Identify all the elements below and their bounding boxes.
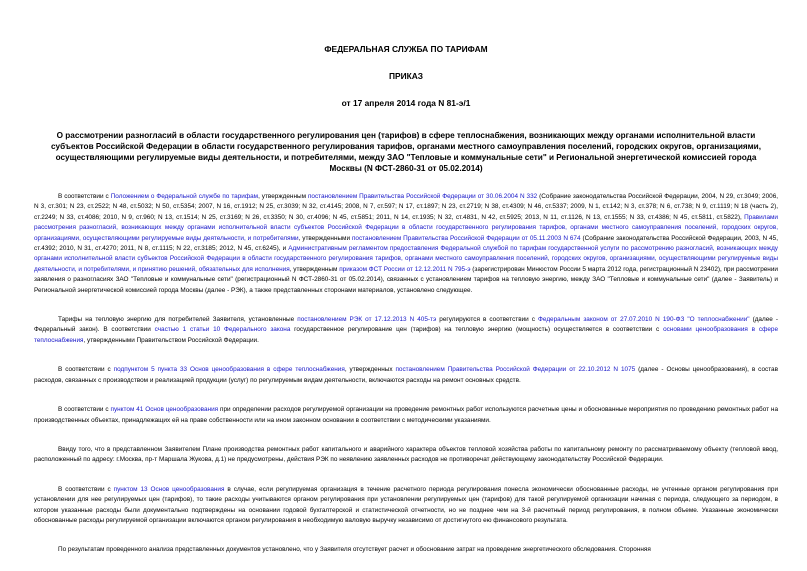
paragraph-text: Тарифы на тепловую энергию для потребителей Заявителя, установленные xyxy=(58,316,298,324)
document-link[interactable]: подпунктом 5 пункта 33 Основ ценообразования в сфере теплоснабжения xyxy=(113,366,345,374)
paragraph-text: , утвержденных xyxy=(344,366,396,374)
paragraph-text: (далее - Федеральный закон). В соответствии xyxy=(34,316,778,334)
paragraph-text: Ввиду того, что в представленном Заявителем Плане производства ремонтных работ капитального и аварийного характера объектов тепловой хозяйства работы по капитальному ремонту по рассматриваемому объекту (тепловой ввод, расположенный по адресу: г.Москва, пр-т Маршала Жукова, д.1) не предусмотрены, действия РЭК по неявлению заявленных расходов не противоречат действующему законодательству Российской Федерации. xyxy=(34,445,778,464)
agency-title: ФЕДЕРАЛЬНАЯ СЛУЖБА ПО ТАРИФАМ xyxy=(324,44,488,54)
document-link[interactable]: пунктом 13 Основ ценообразования xyxy=(113,485,225,493)
document-link[interactable]: постановлением Правительства Российской Федерации от 05.11.2003 N 674 xyxy=(351,234,581,242)
paragraph-text: , утвержденным xyxy=(258,193,308,200)
paragraph-6 xyxy=(34,485,778,527)
paragraph-text: , утвержденными Правительством Российской Федерации. xyxy=(83,336,259,344)
document-link[interactable]: Положением о Федеральной службе по тарифам xyxy=(110,193,259,200)
paragraph-text: В соответствии с xyxy=(58,193,111,200)
document-link[interactable]: Административным регламентом предоставления Федеральной службой по тарифам государственной услуги по рассмотрению разногласий, возникающих между органами исполнительной власти субъектов Российской Федерации в области государственного регулирования тарифов, органами местного самоуправления поселений, городских округов, организациями, осуществляющими регулируемые виды деятельности, и потребителями, и принятию решений, обязательных для исполнения xyxy=(34,245,778,273)
document-link[interactable]: постановлением Правительства Российской Федерации от 22.10.2012 N 1075 xyxy=(395,366,636,374)
paragraph-text: при определении расходов регулируемой организации на проведение ремонтных работ используются расчетные цены и обоснованные мероприятия по проведению ремонтных работ на производственных объектах, принадлежащих ей на праве собственности или на ином законном основании в соответствии с методическими указаниями. xyxy=(34,406,779,424)
document-date-number: от 17 апреля 2014 года N 81-э/1 xyxy=(341,98,471,108)
paragraph-1 xyxy=(34,192,778,296)
paragraph-text: В соответствии с xyxy=(58,485,114,493)
paragraph-3 xyxy=(34,365,778,386)
paragraph-2 xyxy=(34,315,778,346)
document-link[interactable]: счастью 1 статьи 10 Федерального закона xyxy=(154,326,291,334)
paragraph-5 xyxy=(34,445,778,466)
paragraph-text: государственное регулирование цен (тарифов) на тепловую энергию (мощность) осуществляется в соответствии с xyxy=(290,326,664,334)
paragraph-text: (Собрание законодательства Российской Федерации, 2003, N 45, ст.4392; 2010, N 31, ст.4270; 2011, N 8, ст.1115; N 22, ст.3185; 2012, N 45, ст.6245), и xyxy=(34,234,778,253)
paragraph-text: (зарегистрирован Минюстом России 5 марта 2012 года, регистрационный N 23402), при рассмотрении заявления о разногласиях ЗАО "Тепловые и коммунальные сети" (регистрационный N ФСТ-2860-31 от 05.02.2014), связанных с установлением тарифов на тепловую энергию, между ЗАО "Тепловые и коммунальные сети" (далее - Заявитель) и Региональной энергетической комиссией города Москвы (далее - РЭК), а также представленных сторонами материалов, установлено следующее. xyxy=(34,265,778,294)
document-link[interactable]: Правилами рассмотрения разногласий, возникающих между органами исполнительной власти субъектов Российской Федерации в области государственного регулирования тарифов, органами местного самоуправления поселений, городских округов, организациями, осуществляющими регулируемые виды деятельности, и потребителями xyxy=(34,213,778,242)
paragraph-text: По результатам проведенного анализа представленных документов установлено, что у Заявителя отсутствует расчет и обоснование затрат на проведение энергетического обследования. Сторонняя xyxy=(58,546,651,554)
document-link[interactable]: приказом ФСТ России от 12.12.2011 N 795-э xyxy=(339,265,471,273)
paragraph-text: в случае, если регулируемая организация в течение расчетного периода регулирования понесла экономически обоснованные расходы, не учтенные органом регулирования при установлении для нее регулируемых цен (тарифов), то такие расходы учитываются органом регулирования при установлении регулируемых цен (тарифов) для такой регулируемой организации начиная с периода, следующего за периодом, в котором указанные расходы были документально подтверждены на основании годовой бухгалтерской и статистической отчетности, но не позднее чем на 3-й расчетный период регулирования, в полном объеме. Указанные экономически обоснованные расходы регулируемой организации включаются органом регулирования в необходимую валовую выручку независимо от достигнутого ею финансового результата. xyxy=(34,485,779,524)
paragraph-4 xyxy=(34,405,778,426)
document-type: ПРИКАЗ xyxy=(388,71,424,81)
paragraph-text: , утвержденным xyxy=(289,265,340,273)
document-subject: О рассмотрении разногласий в области государственного регулирования цен (тарифов) в сфере теплоснабжения, возникающих между органами исполнительной власти субъектов Российской Федерации в области государственного регулирования тарифов, органами местного самоуправления поселений, городских округов, организациями, осуществляющими регулируемые виды деятельности, и потребителями, между ЗАО "Тепловые и коммунальные сети" и Региональной энергетической комиссией города Москвы (N ФСТ-2860-31 от 05.02.2014) xyxy=(50,131,761,173)
document-link[interactable]: постановлением Правительства Российской Федерации от 30.06.2004 N 332 xyxy=(307,193,538,200)
paragraph-text: В соответствии с xyxy=(58,366,114,374)
paragraph-7 xyxy=(34,545,778,555)
paragraph-text: регулируются в соответствии с xyxy=(436,316,539,324)
document-link[interactable]: постановлением РЭК от 17.12.2013 N 405-тэ xyxy=(297,316,437,324)
document-link[interactable]: основами ценообразования в сфере теплоснабжения xyxy=(34,326,778,344)
paragraph-text: (Собрание законодательства Российской Федерации, 2004, N 29, ст.3049; 2006, N 3, ст.301; N 23, ст.2522; N 48, ст.5032; N 50, ст.5354; 2007, N 16, ст.1912; N 25, ст.3039; N 32, ст.4145; 2008, N 7, ст.597; N 17, ст.1897; N 23, ст.2719; N 38, ст.4309; N 46, ст.5337; 2009, N 1, ст.142; N 3, ст.378; N 6, ст.738; N 9, ст.1119; N 18 (часть 2), ст.2249; N 33, ст.4086; 2010, N 9, ст.960; N 13, ст.1514; N 25, ст.3169; N 26, ст.3350; N 30, ст.4096; N 45, ст.5851; 2011, N 14, ст.1935; N 32, ст.4831, N 42, ст.5925; 2013, N 11, ст.1126, N 13, ст.1555; N 33, ст.4386; N 45, ст.5811, ст.5822), xyxy=(34,193,779,221)
document-link[interactable]: Федеральным законом от 27.07.2010 N 190-ФЗ "О теплоснабжении" xyxy=(538,316,750,324)
paragraph-text: (далее - Основы ценообразования), в состав расходов, связанных с производством и реализацией продукции (услуг) по регулируемым видам деятельности, включаются расходы на ремонт основных средств. xyxy=(34,366,778,384)
paragraph-text: , утвержденными xyxy=(298,234,352,242)
document-link[interactable]: пунктом 41 Основ ценообразования xyxy=(110,406,219,414)
paragraph-text: В соответствии с xyxy=(58,406,111,414)
